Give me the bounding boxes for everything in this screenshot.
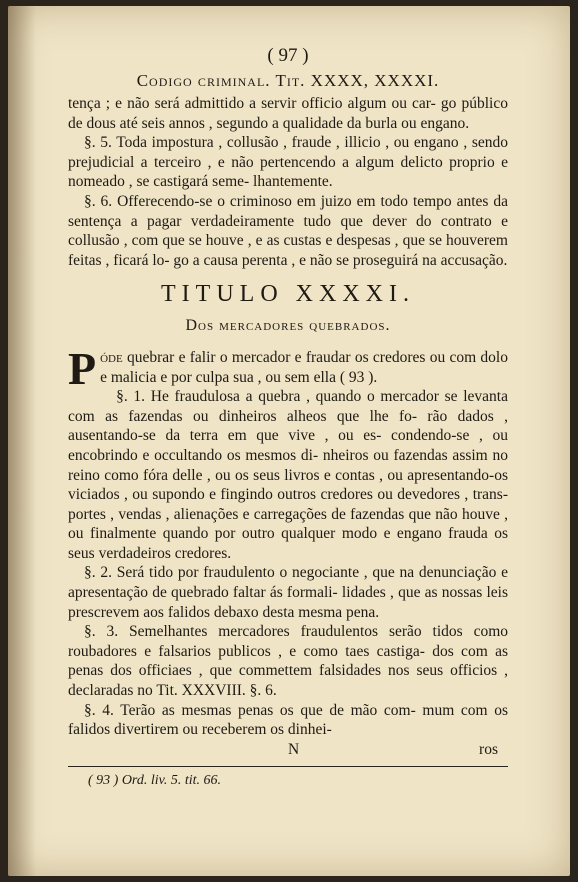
paragraph-continuation: tença ; e não será admittido a servir officio algum ou car- go público de dous até seis annos , segundo a qualidade da burla ou engano. bbox=[68, 95, 508, 132]
paragraph-section-1: §. 1. He fraudulosa a quebra , quando o mercador se levanta com as fazendas ou dinheiros alheos que lhe fo- rão dados , ausentando-se da terra em que vive , ou es- condendo-se , ou encobrindo e occultando os mesmos di- nheiros ou fazendas assim no reino como fóra delle , ou os seus livros e contas , ou apresentando-os viciados , ou supondo e fingindo outros credores ou devedores , trans- portes , vendas , alienações e carregações de fazendas que não houve , ou finalmente quando por outro qualquer modo e engano frauda os seus verdadeiros credores. bbox=[68, 388, 508, 562]
drop-cap-rest: óde bbox=[100, 348, 123, 366]
paragraph-section-3: §. 3. Semelhantes mercadores fraudulentos serão tidos como roubadores e falsarios publicos , e como taes castiga- dos com as penas dos officiaes , que commettem falsidades nos seus officios , declaradas no Tit. XXXVIII. §. 6. bbox=[68, 623, 508, 700]
opening-text: quebrar e falir o mercador e fraudar os credores ou com dolo e malicia e por culpa sua , ou sem ella ( 93 ). bbox=[100, 348, 508, 386]
footnote: ( 93 ) Ord. liv. 5. tit. 66. bbox=[88, 772, 221, 788]
running-head: Codigo criminal. Tit. XXXX, XXXXI. bbox=[136, 71, 440, 90]
page-text-block bbox=[68, 44, 508, 790]
paragraph-section-4: §. 4. Terão as mesmas penas os que de mão com- mum com os falidos divertirem ou receberem os dinhei- bbox=[68, 701, 508, 739]
chapter-subtitle: Dos mercadores quebrados. bbox=[185, 317, 391, 335]
signature-line bbox=[68, 740, 508, 760]
footnote-rule bbox=[68, 766, 508, 767]
signature-mark: N bbox=[288, 740, 300, 758]
paragraph-section-5: §. 5. Toda impostura , collusão , fraude , illicio , ou engano , sendo prejudicial a terceiro , e não pertencendo a algum delicto proprio e nomeado , se castigará seme- lhantemente. bbox=[68, 134, 508, 191]
drop-cap: P bbox=[68, 342, 97, 394]
catchword: ros bbox=[479, 740, 498, 758]
book-page bbox=[8, 6, 570, 876]
page-spine-shadow bbox=[8, 6, 36, 876]
paragraph-opening bbox=[68, 342, 508, 394]
paragraph-section-6: §. 6. Offerecendo-se o criminoso em juizo em todo tempo antes da sentença a pagar verdadeiramente tudo que dever do contrato e collusão , com que se houve , e as custas e despesas , que se houverem feitas , ficará lo- go a causa perenta , e não se proseguirá na accusação. bbox=[68, 192, 508, 269]
chapter-title: TITULO XXXXI. bbox=[161, 281, 415, 308]
page-number: ( 97 ) bbox=[267, 45, 309, 66]
paragraph-section-2: §. 2. Será tido por fraudulento o negociante , que na denunciação e apresentação de quebrado faltar ás formali- lidades , que as nossas leis prescrevem aos falidos debaxo desta mesma pena. bbox=[68, 564, 508, 621]
